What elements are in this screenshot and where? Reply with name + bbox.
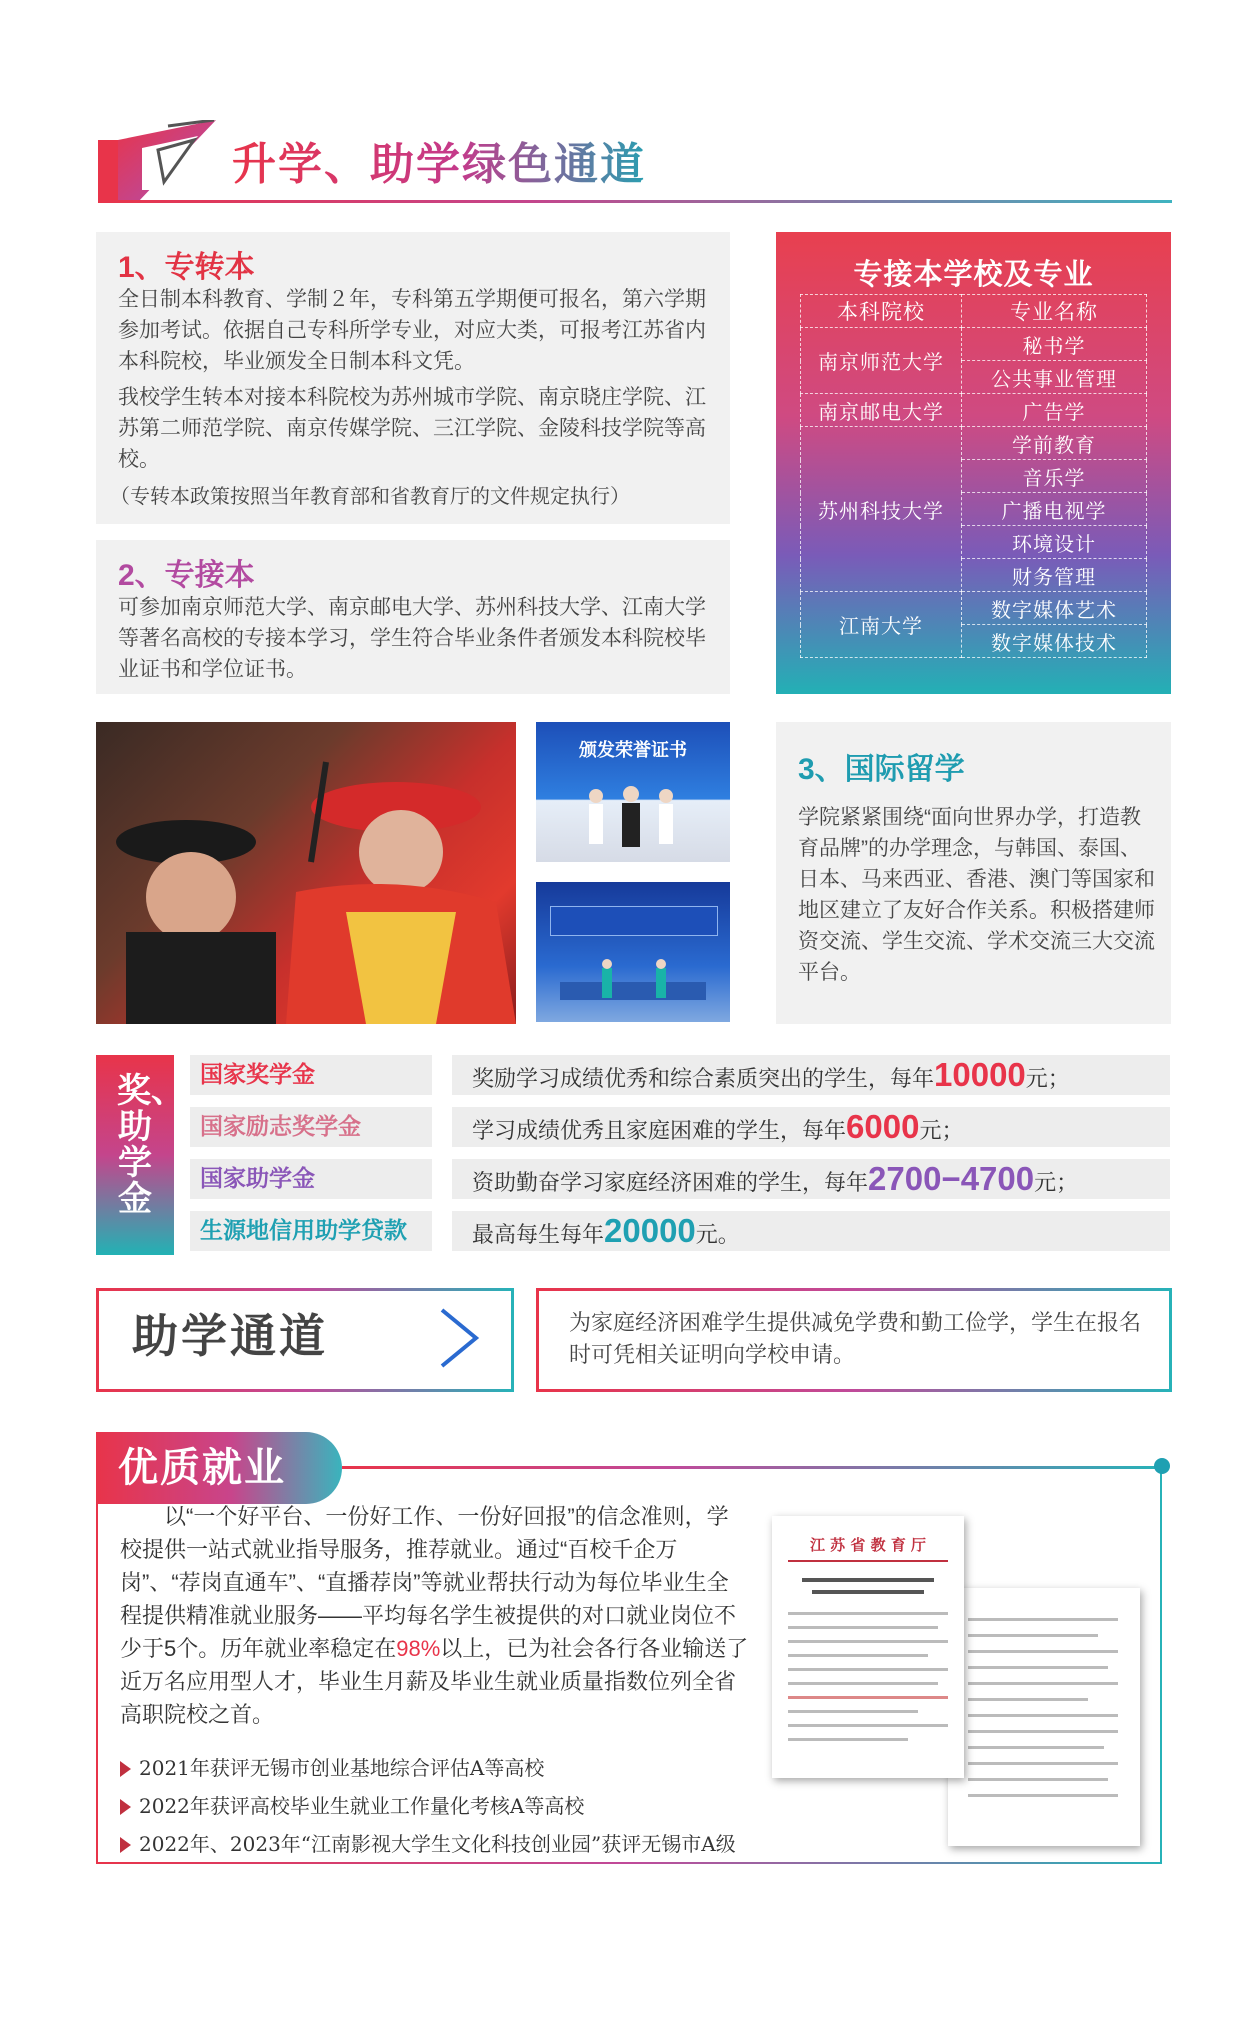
major-cell: 秘书学 <box>962 328 1147 361</box>
scholarship-name: 国家励志奖学金 <box>190 1107 432 1147</box>
zhuanjieben-card <box>96 540 730 694</box>
col-header-school: 本科院校 <box>801 295 962 328</box>
award-item: 2021年获评无锡市创业基地综合评估A等高校 <box>120 1752 544 1781</box>
certificate-banner-text: 颁发荣誉证书 <box>579 740 687 760</box>
certificate-photo <box>536 722 730 862</box>
major-cell: 学前教育 <box>962 427 1147 460</box>
graduation-scene-icon <box>96 722 516 1024</box>
document-image-back <box>948 1588 1140 1846</box>
section2-para: 可参加南京师范大学、南京邮电大学、苏州科技大学、江南大学等著名高校的专接本学习，学生符合毕业条件者颁发本科院校毕业证书和学位证书。 <box>118 596 706 681</box>
major-cell: 数字媒体艺术 <box>962 592 1147 625</box>
section1-note: （专转本政策按照当年教育部和省教育厅的文件规定执行） <box>110 486 630 508</box>
scholarship-tag-text: 奖、助学金 <box>117 1072 185 1218</box>
section2-title: 2、专接本 <box>118 559 255 592</box>
scholarship-desc: 奖励学习成绩优秀和综合素质突出的学生，每年10000元； <box>452 1055 1170 1095</box>
col-header-major: 专业名称 <box>962 295 1147 328</box>
major-cell: 财务管理 <box>962 559 1147 592</box>
school-cell: 江南大学 <box>801 592 962 658</box>
aid-text: 为家庭经济困难学生提供减免学费和勤工俭学，学生在报名时可凭相关证明向学校申请。 <box>569 1310 1142 1367</box>
award-item: 2022年、2023年“江南影视大学生文化科技创业园”获评无锡市A级 <box>120 1828 736 1857</box>
aid-title: 助学通道 <box>132 1310 328 1362</box>
attendees-icon <box>536 958 730 1008</box>
header-divider <box>98 200 1172 203</box>
triangle-bullet-icon <box>120 1837 131 1853</box>
school-cell: 南京师范大学 <box>801 328 962 394</box>
major-cell: 公共事业管理 <box>962 361 1147 394</box>
triangle-bullet-icon <box>120 1799 131 1815</box>
major-cell: 广播电视学 <box>962 493 1147 526</box>
award-item: 2022年获评高校毕业生就业工作量化考核A等高校 <box>120 1790 584 1819</box>
scholarship-amount: 6000 <box>846 1108 920 1145</box>
scholarship-tag <box>96 1055 185 1255</box>
document-header-line <box>788 1560 948 1562</box>
majors-box <box>776 232 1171 694</box>
employment-dot-icon <box>1154 1458 1170 1474</box>
scholarship-name: 生源地信用助学贷款 <box>190 1211 432 1251</box>
aid-text-box <box>536 1288 1172 1392</box>
major-cell: 音乐学 <box>962 460 1147 493</box>
scholarship-amount: 10000 <box>934 1056 1026 1093</box>
international-card <box>776 722 1171 1024</box>
people-icon <box>576 782 686 862</box>
scholarship-amount: 2700−4700 <box>868 1160 1035 1197</box>
page-title: 升学、助学绿色通道 <box>232 128 646 192</box>
section-logo-icon <box>98 120 216 202</box>
employment-para: 以“一个好平台、一份好工作、一份好回报”的信念准则，学校提供一站式就业指导服务，推荐就业。通过“百校千企万岗”、“荐岗直通车”、“直播荐岗”等就业帮扶行动为每位毕业生全程提供精准就业服务——平均每名学生被提供的对口就业岗位不少于5个。历年就业率稳定在98%以上，已为社会各行各业输送了近万名应用型人才，毕业生月薪及毕业生就业质量指数位列全省高职院校之首。 <box>120 1504 749 1727</box>
section3-para: 学院紧紧围绕“面向世界办学，打造教育品牌”的办学理念，与韩国、泰国、日本、马来西亚、香港、澳门等国家和地区建立了友好合作关系。积极搭建师资交流、学生交流、学术交流三大交流平台。 <box>798 806 1155 984</box>
section1-para2: 我校学生转本对接本科院校为苏州城市学院、南京晓庄学院、江苏第二师范学院、南京传媒学院、三江学院、金陵科技学院等高校。 <box>118 386 706 471</box>
document-image-front <box>772 1516 964 1778</box>
section1-title: 1、专转本 <box>118 251 255 284</box>
arrow-right-icon <box>372 1306 482 1370</box>
school-cell: 苏州科技大学 <box>801 427 962 592</box>
graduation-photo <box>96 722 516 1024</box>
scholarship-desc: 资助勤奋学习家庭经济困难的学生，每年2700−4700元； <box>452 1159 1170 1199</box>
section1-para1: 全日制本科教育、学制２年，专科第五学期便可报名，第六学期参加考试。依据自己专科所学专业，对应大类，可报考江苏省内本科院校，毕业颁发全日制本科文凭。 <box>118 288 706 373</box>
scholarship-name: 国家奖学金 <box>190 1055 432 1095</box>
employment-divider <box>342 1466 1162 1469</box>
scholarship-name: 国家助学金 <box>190 1159 432 1199</box>
signing-ceremony-photo <box>536 882 730 1022</box>
scholarship-desc: 最高每生每年20000元。 <box>452 1211 1170 1251</box>
majors-table <box>800 294 1147 658</box>
document-header: 江 苏 省 教 育 厅 <box>809 1536 927 1554</box>
scholarship-desc: 学习成绩优秀且家庭困难的学生，每年6000元； <box>452 1107 1170 1147</box>
zhuanzhuanben-card <box>96 232 730 524</box>
major-cell: 数字媒体技术 <box>962 625 1147 658</box>
employment-rate: 98% <box>396 1636 441 1661</box>
signing-banner <box>550 906 718 936</box>
school-cell: 南京邮电大学 <box>801 394 962 427</box>
major-cell: 广告学 <box>962 394 1147 427</box>
employment-title: 优质就业 <box>96 1432 342 1504</box>
scholarship-amount: 20000 <box>604 1212 696 1249</box>
major-cell: 环境设计 <box>962 526 1147 559</box>
majors-box-title: 专接本学校及专业 <box>853 259 1094 291</box>
triangle-bullet-icon <box>120 1761 131 1777</box>
section3-title: 3、国际留学 <box>798 753 965 786</box>
